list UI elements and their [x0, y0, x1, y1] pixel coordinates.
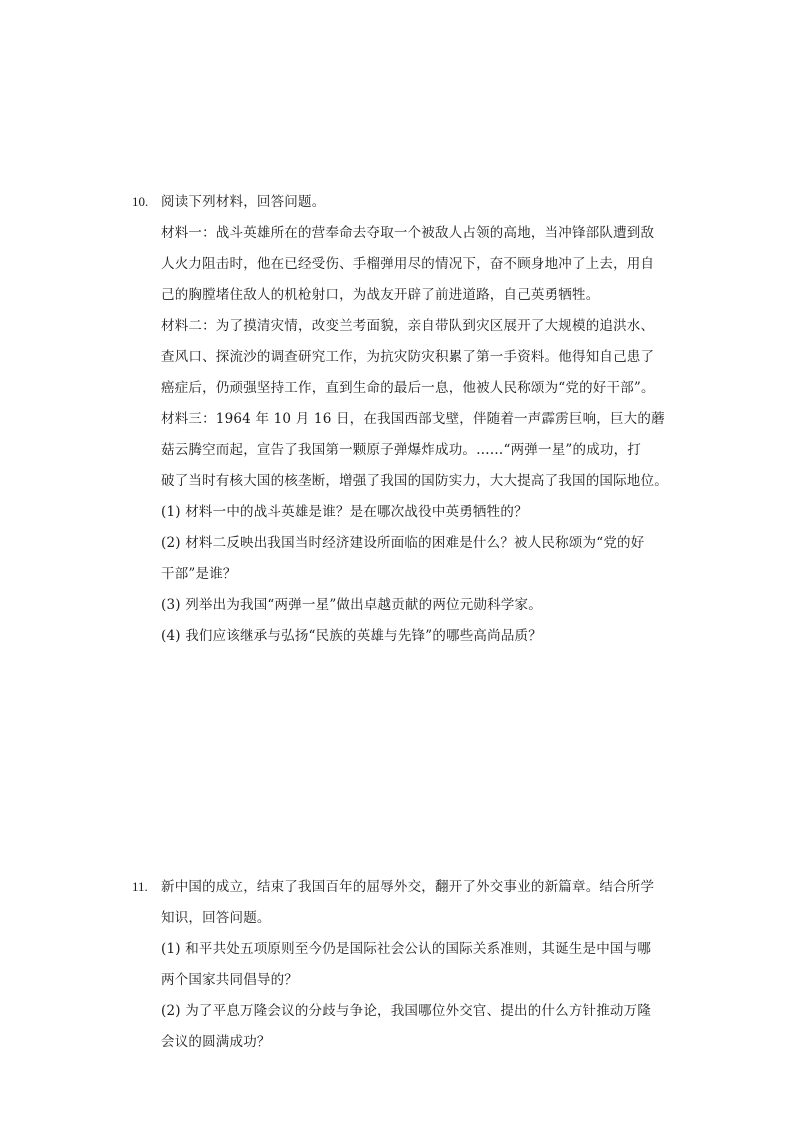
material-3-line: 菇云腾空而起，宣告了我国第一颗原子弹爆炸成功。……“两弹一星”的成功，打 [161, 442, 642, 458]
question-stem: 阅读下列材料，回答问题。 [161, 194, 326, 210]
material-2-line: 查风口、探流沙的调查研究工作，为抗灾防灾积累了第一手资料。他得知自己患了 [161, 349, 655, 365]
material-2-line: 癌症后，仍顽强坚持工作，直到生命的最后一息，他被人民称颂为“党的好干部”。 [161, 380, 655, 396]
sub-question-1-cont: 两个国家共同倡导的？ [161, 972, 298, 988]
material-1-line: 己的胸膛堵住敌人的机枪射口，为战友开辟了前进道路，自己英勇牺牲。 [161, 287, 600, 303]
sub-question-3: (3) 列举出为我国“两弹一星”做出卓越贡献的两位元勋科学家。 [161, 597, 542, 613]
material-3-line: 材料三：1964 年 10 月 16 日，在我国西部戈壁，伴随着一声霹雳巨响，巨大的蘑 [161, 411, 665, 427]
question-number: 11. [132, 879, 148, 894]
sub-question-1: (1) 和平共处五项原则至今仍是国际社会公认的国际关系准则，其诞生是中国与哪 [161, 941, 652, 957]
sub-question-4: (4) 我们应该继承与弘扬“民族的英雄与先锋”的哪些高尚品质？ [161, 628, 542, 644]
sub-question-2-cont: 干部”是谁？ [161, 566, 237, 582]
question-stem-cont: 知识，回答问题。 [161, 910, 271, 926]
question-stem: 新中国的成立，结束了我国百年的屈辱外交，翻开了外交事业的新篇章。结合所学 [161, 879, 655, 895]
material-2-line: 材料二：为了摸清灾情，改变兰考面貌，亲自带队到灾区展开了大规模的追洪水、 [161, 318, 655, 334]
sub-question-2: (2) 材料二反映出我国当时经济建设所面临的困难是什么？被人民称颂为“党的好 [161, 535, 645, 551]
question-number: 10. [132, 194, 149, 209]
sub-question-2: (2) 为了平息万隆会议的分歧与争论，我国哪位外交官、提出的什么方针推动万隆 [161, 1003, 652, 1019]
sub-question-1: (1) 材料一中的战斗英雄是谁？是在哪次战役中英勇牺牲的？ [161, 504, 528, 520]
material-1-line: 人火力阻击时，他在已经受伤、手榴弹用尽的情况下，奋不顾身地冲了上去，用自 [161, 256, 655, 272]
material-3-line: 破了当时有核大国的核垄断，增强了我国的国防实力，大大提高了我国的国际地位。 [161, 473, 668, 489]
material-1-line: 材料一：战斗英雄所在的营奉命去夺取一个被敌人占领的高地，当冲锋部队遭到敌 [161, 225, 655, 241]
sub-question-2-cont: 会议的圆满成功？ [161, 1034, 271, 1050]
